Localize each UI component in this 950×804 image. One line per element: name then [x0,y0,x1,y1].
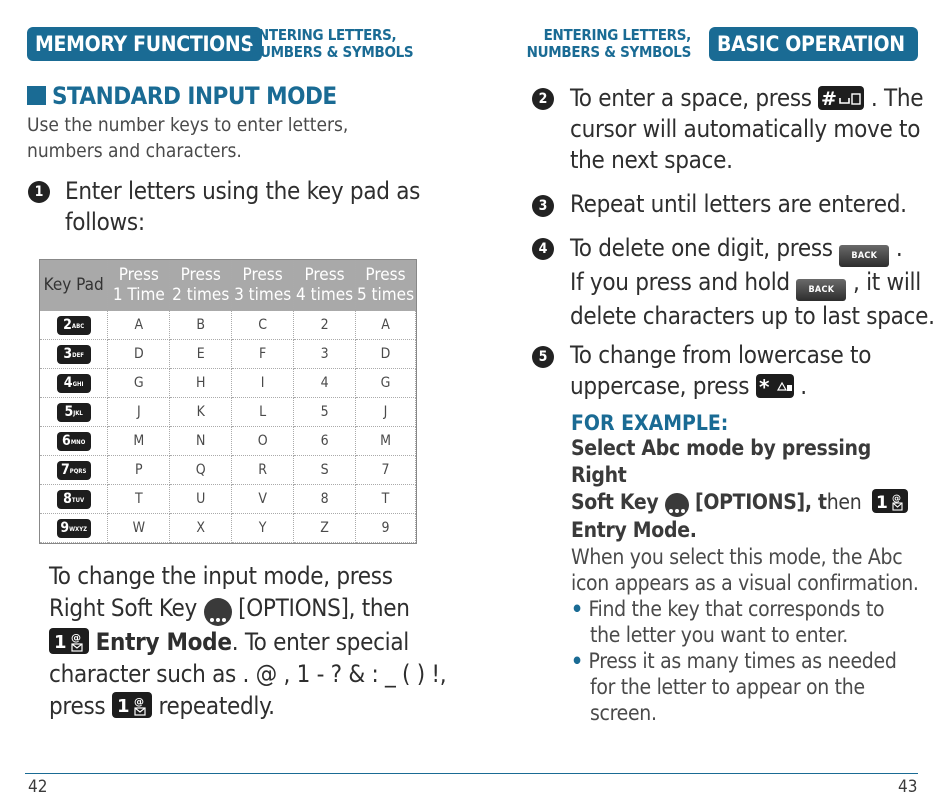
key-digit: 2 [63,316,72,333]
step3-text [570,189,907,220]
svg-text:@: @ [133,697,144,708]
keypad-row-7 [40,456,416,485]
intro-line1: Use the number keys to enter letters, [27,114,349,136]
svg-text:1: 1 [875,493,888,513]
example-bold-line2 [571,489,926,517]
step5-line2 [570,371,871,402]
keypad-key-cell [40,369,108,398]
section-tag-basic-operation: BASIC OPERATION [709,27,918,61]
keypad-cell: B [170,311,232,340]
keypad-row-2 [40,311,416,340]
step-number-badge: 4 [532,238,554,260]
step4-number [532,238,554,260]
keypad-cell: 8 [294,485,356,514]
right-sub-tag-line1: ENTERING LETTERS, [543,26,691,44]
header-key-pad [40,260,108,311]
keypad-table-frame [39,259,417,544]
svg-text:1: 1 [116,696,130,717]
step3-number [532,195,554,217]
step2-line1 [570,83,923,114]
header-label: Press [242,265,283,285]
key-letters: MNO [70,438,86,446]
keypad-cell: F [232,340,294,369]
bullet-2-line3: screen. [590,701,657,725]
keypad-cell: M [356,427,416,456]
step-number-badge: 5 [532,346,554,368]
one-at-mail-key-icon [112,692,152,718]
number-key-3-icon [57,345,91,364]
change-line4: character such as . @ , 1 - ? & : _ ( ) !, [49,660,447,688]
number-key-6-icon [57,432,91,451]
bullet-dot-icon: • [571,597,583,621]
key-digit: 5 [64,403,74,420]
key-digit: 8 [63,490,72,507]
example-body-line2: icon appears as a visual confirmation. [571,571,919,595]
number-key-8-icon [57,490,91,509]
square-bullet-icon [27,86,46,105]
page-number-left: 42 [28,777,48,797]
star-shift-key-icon [756,374,794,398]
key-letters: ABC [71,322,85,330]
keypad-cell: 3 [294,340,356,369]
right-soft-key-icon [665,493,689,517]
step1-number [28,181,50,203]
header-label: Press [365,265,406,285]
keypad-key-cell [40,311,108,340]
keypad-cell: Q [170,456,232,485]
step5-line2-a: uppercase, press [570,372,750,400]
step1-line2: follows: [65,208,145,236]
keypad-cell: T [108,485,170,514]
step1-line1: Enter letters using the key pad as [65,177,421,205]
example-bullet-1 [571,596,926,648]
change-line3 [49,626,446,658]
keypad-cell: U [170,485,232,514]
keypad-key-cell [40,427,108,456]
change-line5-a: press [49,692,106,720]
key-letters: JKL [73,409,83,417]
right-sub-tag [515,27,691,61]
step2-line1-a: To enter a space, press [570,84,812,112]
header-label: Press [304,265,345,285]
keypad-cell: P [108,456,170,485]
keypad-cell: S [294,456,356,485]
step2-number [532,88,554,110]
intro-text [27,112,348,164]
keypad-table [40,260,416,543]
bullet-1-line1: Find the key that corresponds to [588,597,885,621]
keypad-cell: V [232,485,294,514]
example-bold-line3: Entry Mode. [571,518,697,542]
step-number-badge: 1 [28,181,50,203]
keypad-cell: K [170,398,232,427]
right-sub-tag-line2: NUMBERS & SYMBOLS [526,43,691,61]
bullet-2-line2: for the letter to appear on the [590,675,865,699]
svg-text:@: @ [71,633,81,644]
left-sub-tag-line2: NUMBERS & SYMBOLS [249,43,414,61]
keypad-cell: W [108,514,170,543]
example-bold-line2-b: [OPTIONS], t [694,490,827,514]
keypad-cell: E [170,340,232,369]
keypad-cell: T [356,485,416,514]
change-line3-rest: . To enter special [231,628,409,656]
keypad-cell: Y [232,514,294,543]
page-number-right: 43 [898,777,918,797]
keypad-cell: G [356,369,416,398]
change-line5-b: repeatedly. [158,692,275,720]
key-digit: 6 [62,432,71,449]
key-letters: TUV [71,496,85,504]
keypad-cell: 5 [294,398,356,427]
example-title: FOR EXAMPLE: [571,411,729,435]
keypad-cell: I [232,369,294,398]
number-key-7-icon [57,461,91,480]
step2-line2: cursor will automatically move to [570,115,921,143]
keypad-cell: G [108,369,170,398]
key-letters: DEF [72,351,84,359]
header-label: Press [180,265,221,285]
keypad-row-5 [40,398,416,427]
header-press-2 [170,260,232,311]
key-digit: 3 [63,345,73,362]
change-line1: To change the input mode, press [49,562,393,590]
header-press-3 [232,260,294,311]
header-label: 1 Time [112,285,165,305]
header-label: 3 times [234,285,292,305]
keypad-cell: L [232,398,294,427]
bullet-1-line2: the letter you want to enter. [590,623,848,647]
change-mode-paragraph [49,560,446,722]
section-tag-memory-functions: MEMORY FUNCTIONS [27,27,262,61]
example-block [571,411,926,726]
keypad-cell: C [232,311,294,340]
bullet-dot-icon: • [571,649,583,673]
number-key-2-icon [57,316,91,335]
step5-number [532,346,554,368]
key-letters: WXYZ [69,525,88,533]
keypad-cell: 9 [356,514,416,543]
number-key-9-icon [57,519,91,538]
number-key-5-icon [57,403,91,422]
svg-text:@: @ [891,494,901,504]
keypad-key-cell [40,485,108,514]
example-bold-line1: Select Abc mode by pressing Right [571,436,871,487]
change-line2 [49,592,446,626]
example-bullet-2 [571,648,926,726]
keypad-cell: N [170,427,232,456]
keypad-cell: Z [294,514,356,543]
step-number-badge: 3 [532,195,554,217]
header-label: Key Pad [43,275,104,295]
entry-mode-bold: Entry Mode [95,628,232,656]
key-letters: GHI [72,380,84,388]
step4-line2-a: If you press and hold [570,268,790,296]
step4-text [570,233,935,332]
keypad-key-cell [40,456,108,485]
keypad-row-8 [40,485,416,514]
step4-line1 [570,233,935,267]
keypad-cell: A [108,311,170,340]
step4-line3: delete characters up to last space. [570,302,935,330]
step4-line2-b: , it will [852,268,921,296]
step1-text [65,176,420,238]
bullet-2-line1: Press it as many times as needed [588,649,897,673]
one-at-mail-key-icon [872,489,908,513]
header-label: 4 times [296,285,354,305]
step4-line1-b: . [895,234,903,262]
keypad-row-6 [40,427,416,456]
keypad-cell: 7 [356,456,416,485]
svg-text:1: 1 [54,632,67,653]
keypad-cell: X [170,514,232,543]
header-press-4 [294,260,356,311]
keypad-cell: J [108,398,170,427]
one-at-mail-key-icon [49,628,89,654]
step5-line2-b: . [800,372,807,400]
intro-line2: numbers and characters. [27,140,242,162]
right-soft-key-icon [204,598,232,626]
keypad-table-header [40,260,416,311]
keypad-cell: 6 [294,427,356,456]
keypad-cell: R [232,456,294,485]
page-heading [27,82,337,110]
keypad-cell: M [108,427,170,456]
header-press-1 [108,260,170,311]
step2-text [570,83,923,176]
keypad-row-3 [40,340,416,369]
back-key-icon: BACK [839,245,889,267]
footer-divider [25,773,918,774]
keypad-cell: 2 [294,311,356,340]
keypad-cell: 4 [294,369,356,398]
header-label: Press [118,265,159,285]
page-heading-text: STANDARD INPUT MODE [52,82,337,110]
svg-text:*: * [758,375,769,398]
step2-line3: the next space. [570,146,733,174]
key-digit: 7 [60,461,70,478]
left-sub-tag [249,27,413,61]
step5-line1: To change from lowercase to [570,341,872,369]
keypad-cell: D [108,340,170,369]
keypad-cell: H [170,369,232,398]
key-digit: 9 [60,519,70,536]
step5-text [570,340,871,402]
keypad-cell: D [356,340,416,369]
keypad-cell: O [232,427,294,456]
hash-space-key-icon [818,86,864,110]
header-press-5 [356,260,416,311]
keypad-cell: A [356,311,416,340]
number-key-4-icon [57,374,91,393]
left-sub-tag-line1: ENTERING LETTERS, [249,26,397,44]
key-digit: 4 [63,374,73,391]
svg-text:#: # [821,88,837,110]
back-key-icon: BACK [796,279,846,301]
step3-line1: Repeat until letters are entered. [570,190,907,218]
keypad-cell: J [356,398,416,427]
keypad-key-cell [40,514,108,543]
example-bold-line2-a: Soft Key [571,490,659,514]
example-bold-line2-c: hen [826,490,862,514]
keypad-row-9 [40,514,416,543]
step4-line1-a: To delete one digit, press [570,234,833,262]
keypad-row-4 [40,369,416,398]
header-label: 5 times [356,285,415,305]
header-label: 2 times [172,285,230,305]
step2-line1-b: . The [870,84,924,112]
key-letters: PQRS [69,467,87,475]
keypad-key-cell [40,398,108,427]
keypad-key-cell [40,340,108,369]
example-body-line1: When you select this mode, the Abc [571,545,903,569]
step-number-badge: 2 [532,88,554,110]
change-line2-b: [OPTIONS], then [238,594,410,622]
step4-line2 [570,267,935,301]
change-line2-a: Right Soft Key [49,594,197,622]
change-line5 [49,690,446,722]
